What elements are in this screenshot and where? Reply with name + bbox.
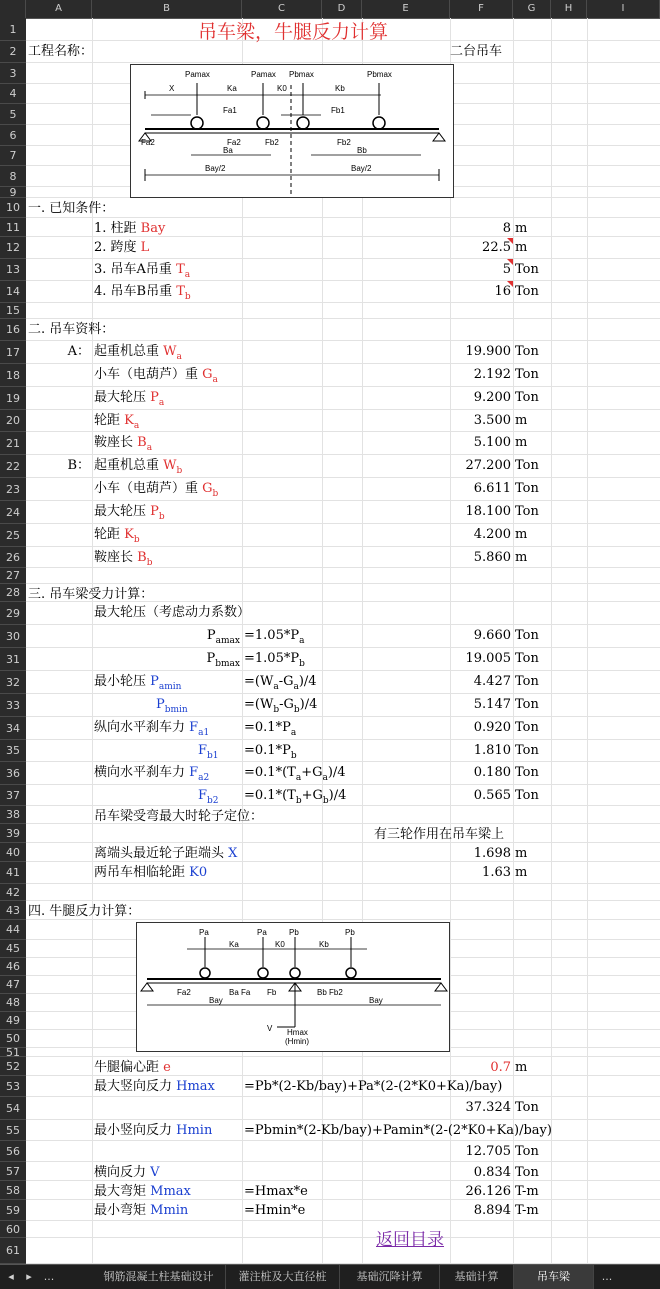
grid-row-line	[26, 386, 660, 387]
fb2-value[interactable]: 0.565	[473, 788, 511, 803]
row-header-cell[interactable]: 46	[0, 958, 26, 976]
span-label: 2. 跨度 L	[94, 240, 150, 255]
row-header-cell[interactable]: 18	[0, 364, 26, 387]
pbmax-label: $P_{bmax}$	[206, 651, 240, 669]
a2-unit: Ton	[515, 367, 539, 382]
row-header-cell[interactable]: 25	[0, 524, 26, 547]
grid-row-line	[26, 624, 660, 625]
row-header-cell[interactable]: 53	[0, 1076, 26, 1097]
k0-label: 两吊车相临轮距 K0	[94, 865, 208, 880]
pamax-label: $P_{amax}$	[206, 628, 240, 646]
row-header-cell[interactable]: 47	[0, 976, 26, 994]
hmax-value[interactable]: 37.324	[465, 1100, 511, 1115]
grid-row-line	[26, 583, 660, 584]
grid-row-line	[26, 716, 660, 717]
row-header-cell[interactable]: 7	[0, 146, 26, 166]
col-header-b[interactable]: B	[92, 0, 242, 18]
diag1-label-ba: Ba	[223, 146, 233, 155]
fa1-value[interactable]: 0.920	[473, 720, 511, 735]
fb2-formula: $=0.1*(T_b+G_b)/4$	[244, 788, 347, 806]
support-right-icon	[433, 133, 445, 141]
row-header-cell[interactable]: 39	[0, 824, 26, 843]
wheel-position-heading: 吊车梁受弯最大时轮子定位：	[94, 809, 264, 824]
b5-value[interactable]: 5.860	[473, 550, 511, 565]
three-wheels-note[interactable]: 有三轮作用在吊车梁上	[374, 827, 505, 842]
row-header-cell[interactable]: 27	[0, 568, 26, 584]
col-header-c[interactable]: C	[242, 0, 322, 18]
b5-label: 鞍座长 $B_b$	[94, 550, 153, 568]
row-header-cell[interactable]: 49	[0, 1012, 26, 1030]
row-header-cell[interactable]: 28	[0, 584, 26, 602]
grid-row-line	[26, 302, 660, 303]
cell-grid[interactable]	[26, 18, 660, 1264]
row-header-cell[interactable]: 42	[0, 884, 26, 901]
grid-row-line	[26, 739, 660, 740]
row-header-cell[interactable]: 40	[0, 843, 26, 862]
hmax-unit: Ton	[515, 1100, 539, 1115]
grid-row-line	[26, 883, 660, 884]
pbmax-value[interactable]: 19.005	[465, 651, 511, 666]
pamax-unit: Ton	[515, 628, 539, 643]
crane-b-load-value[interactable]: 16	[494, 284, 511, 299]
grid-row-line	[26, 1056, 660, 1057]
grid-row-line	[26, 1119, 660, 1120]
row-header-cell[interactable]: 55	[0, 1120, 26, 1141]
diag2-label-bb-fb2: Bb Fb2	[317, 988, 343, 997]
diag1-label-ka: Ka	[227, 84, 237, 93]
corbel-reaction-diagram	[136, 922, 450, 1052]
diag1-label-bay2-1: Bay/2	[205, 164, 226, 173]
row-header-cell[interactable]: 51	[0, 1048, 26, 1057]
b1-label: 起重机总重 $W_b$	[94, 458, 183, 476]
row-header-cell[interactable]: 45	[0, 940, 26, 958]
diag2-label-pa-2: Pa	[257, 928, 267, 937]
grid-row-line	[26, 258, 660, 259]
diag1-label-pamax-2: Pamax	[251, 70, 276, 79]
row-header-cell[interactable]: 24	[0, 501, 26, 524]
fb2-label: $F_{b2}$	[198, 788, 219, 806]
grid-row-line	[26, 363, 660, 364]
s4-heading: 四. 牛腿反力计算：	[28, 904, 141, 919]
crane-beam-diagram-svg	[131, 65, 453, 197]
row-header-cell[interactable]: 17	[0, 341, 26, 364]
crane-b-load-unit: Ton	[515, 284, 539, 299]
row-header-cell[interactable]: 31	[0, 648, 26, 671]
fb1-value[interactable]: 1.810	[473, 743, 511, 758]
col-header-g[interactable]: G	[513, 0, 551, 18]
s1-heading: 一. 已知条件：	[28, 201, 115, 216]
row-header-cell[interactable]: 3	[0, 63, 26, 84]
diag1-label-kb: Kb	[335, 84, 345, 93]
row-header-cell[interactable]: 52	[0, 1057, 26, 1076]
row-header-cell[interactable]: 11	[0, 218, 26, 237]
tab-next-icon[interactable]: ▸	[26, 1270, 32, 1283]
mmin-value[interactable]: 8.894	[473, 1203, 511, 1218]
b3-label: 最大轮压 $P_b$	[94, 504, 165, 522]
fb1-formula: $=0.1*P_b$	[244, 743, 297, 761]
mmin-formula: =Hmin*e	[244, 1203, 306, 1218]
diag2-label-k0: K0	[275, 940, 285, 949]
b2-unit: Ton	[515, 481, 539, 496]
k0-value[interactable]: 1.63	[482, 865, 511, 880]
row-header-cell[interactable]: 43	[0, 901, 26, 920]
tab-more-left[interactable]: ...	[43, 1270, 55, 1283]
diag1-label-pamax-1: Pamax	[185, 70, 210, 79]
max-wheel-load-heading: 最大轮压（考虑动力系数）	[94, 605, 251, 620]
tab-column-foundation[interactable]: 钢筋混凝土柱基础设计	[92, 1265, 226, 1289]
eccentricity-label: 牛腿偏心距 e	[94, 1060, 171, 1075]
row-header-cell[interactable]: 26	[0, 547, 26, 568]
pbmin-formula: $=(W_b-G_b)/4$	[244, 697, 318, 715]
grid-row-line	[26, 784, 660, 785]
row-header-cell[interactable]: 44	[0, 920, 26, 940]
fa1-label: 纵向水平刹车力 $F_{a1}$	[94, 720, 210, 738]
diag1-label-pbmax-2: Pbmax	[367, 70, 392, 79]
row-header-cell[interactable]: 32	[0, 671, 26, 694]
pamin-unit: Ton	[515, 674, 539, 689]
b4-unit: m	[515, 527, 528, 542]
row-header-cell[interactable]: 16	[0, 319, 26, 341]
row-header-cell[interactable]: 54	[0, 1097, 26, 1120]
bay-label: 1. 柱距 Bay	[94, 221, 166, 236]
row-header-cell[interactable]: 23	[0, 478, 26, 501]
select-all-corner[interactable]	[0, 0, 26, 18]
b4-label: 轮距 $K_b$	[94, 527, 140, 545]
pbmax-formula: $=1.05*P_b$	[244, 651, 305, 669]
grid-row-line	[26, 477, 660, 478]
grid-row-line	[26, 842, 660, 843]
grid-row-line	[26, 670, 660, 671]
a3-value[interactable]: 9.200	[473, 390, 511, 405]
diag1-label-bay2-2: Bay/2	[351, 164, 372, 173]
row-header-cell[interactable]: 5	[0, 104, 26, 125]
row-header-cell[interactable]: 30	[0, 625, 26, 648]
a2-value[interactable]: 2.192	[473, 367, 511, 382]
pamin-formula: $=(W_a-G_a)/4$	[244, 674, 317, 692]
grid-row-line	[26, 761, 660, 762]
row-header-cell[interactable]: 14	[0, 281, 26, 303]
row-header-cell[interactable]: 58	[0, 1181, 26, 1200]
col-header-d[interactable]: D	[322, 0, 362, 18]
x-unit: m	[515, 846, 528, 861]
row-header-cell[interactable]: 20	[0, 410, 26, 432]
bay-value[interactable]: 8	[502, 221, 511, 236]
mmax-value[interactable]: 26.126	[465, 1184, 511, 1199]
col-header-i[interactable]: I	[587, 0, 660, 18]
tab-more-right[interactable]: ...	[601, 1270, 613, 1283]
row-header-cell[interactable]: 15	[0, 303, 26, 319]
comment-marker-icon[interactable]	[507, 259, 513, 265]
v-unit: Ton	[515, 1165, 539, 1180]
eccentricity-value[interactable]: 0.7	[490, 1060, 511, 1075]
diag1-label-bb: Bb	[357, 146, 367, 155]
row-header-cell[interactable]: 21	[0, 432, 26, 455]
b1-value[interactable]: 27.200	[465, 458, 511, 473]
diag2-label-pb-1: Pb	[289, 928, 299, 937]
pbmin-label: $P_{bmin}$	[156, 697, 188, 715]
tab-crane-beam[interactable]: 吊车梁	[514, 1265, 594, 1289]
crane-a-load-unit: Ton	[515, 262, 539, 277]
grid-row-line	[26, 280, 660, 281]
grid-row-line	[26, 1161, 660, 1162]
tab-foundation-calc[interactable]: 基础计算	[440, 1265, 514, 1289]
b3-unit: Ton	[515, 504, 539, 519]
col-header-e[interactable]: E	[362, 0, 450, 18]
diag2-label-kb: Kb	[319, 940, 329, 949]
row-header-cell[interactable]: 36	[0, 762, 26, 785]
x-value[interactable]: 1.698	[473, 846, 511, 861]
comment-marker-icon[interactable]	[507, 281, 513, 287]
a1-label: 起重机总重 $W_a$	[94, 344, 182, 362]
crane-b-marker: B：	[67, 458, 90, 473]
diag2-label-ba-fa: Ba Fa	[229, 988, 251, 997]
a1-value[interactable]: 19.900	[465, 344, 511, 359]
grid-row-line	[26, 454, 660, 455]
a2-label: 小车（电葫芦）重 $G_a$	[94, 367, 218, 385]
diag1-label-fa1: Fa1	[223, 106, 237, 115]
hmin-value[interactable]: 12.705	[465, 1144, 511, 1159]
row-header-cell[interactable]: 41	[0, 862, 26, 884]
pamin-value[interactable]: 4.427	[473, 674, 511, 689]
crane-a-load-value[interactable]: 5	[502, 262, 511, 277]
col-header-h[interactable]: H	[551, 0, 587, 18]
grid-row-line	[26, 523, 660, 524]
bay-unit: m	[515, 221, 528, 236]
row-header-cell[interactable]: 19	[0, 387, 26, 410]
diag2-label-v: V	[267, 1024, 273, 1033]
support-right-icon	[435, 983, 447, 991]
a3-label: 最大轮压 $P_a$	[94, 390, 165, 408]
diag2-label-pa-1: Pa	[199, 928, 209, 937]
row-header-cell[interactable]: 38	[0, 806, 26, 824]
fa1-formula: $=0.1*P_a$	[244, 720, 297, 738]
sheet-title: 吊车梁，牛腿反力计算	[198, 21, 389, 43]
eccentricity-unit: m	[515, 1060, 528, 1075]
pamax-formula: $=1.05*P_a$	[244, 628, 305, 646]
a4-value[interactable]: 3.500	[473, 413, 511, 428]
mmax-formula: =Hmax*e	[244, 1184, 308, 1199]
hmin-unit: Ton	[515, 1144, 539, 1159]
row-header-cell[interactable]: 33	[0, 694, 26, 717]
a1-unit: Ton	[515, 344, 539, 359]
back-to-index-link[interactable]: 返回目录	[376, 1230, 444, 1250]
diag2-label-hmin: (Hmin)	[285, 1037, 309, 1046]
b1-unit: Ton	[515, 458, 539, 473]
diag2-label-hmax: Hmax	[287, 1028, 308, 1037]
row-header-cell[interactable]: 29	[0, 602, 26, 625]
col-header-f[interactable]: F	[450, 0, 513, 18]
pbmax-unit: Ton	[515, 651, 539, 666]
project-name-label: 工程名称：	[28, 44, 94, 59]
fa2-label: 横向水平刹车力 $F_{a2}$	[94, 765, 210, 783]
grid-row-line	[26, 62, 660, 63]
a4-label: 轮距 $K_a$	[94, 413, 140, 431]
hmax-formula: =Pb*(2-Kb/bay)+Pa*(2-(2*K0+Ka)/bay)	[244, 1079, 503, 1094]
a5-label: 鞍座长 $B_a$	[94, 435, 153, 453]
row-header-cell[interactable]: 8	[0, 166, 26, 187]
s3-heading: 三. 吊车梁受力计算：	[28, 587, 154, 602]
tab-bored-pile[interactable]: 灌注桩及大直径桩	[226, 1265, 340, 1289]
crane-b-load-label: 4. 吊车B吊重 $T_b$	[94, 284, 191, 302]
grid-row-line	[26, 647, 660, 648]
tab-first-icon[interactable]: ◂	[8, 1270, 14, 1283]
fa2-formula: $=0.1*(T_a+G_a)/4$	[244, 765, 346, 783]
grid-row-line	[26, 1237, 660, 1238]
diag1-label-fa2-2: Fa2	[227, 138, 241, 147]
a3-unit: Ton	[515, 390, 539, 405]
b2-label: 小车（电葫芦）重 $G_b$	[94, 481, 219, 499]
mmin-unit: T-m	[515, 1203, 539, 1218]
diag1-label-fb2-2: Fb2	[337, 138, 351, 147]
crane-a-marker: A：	[67, 344, 90, 359]
diag1-label-fb2-1: Fb2	[265, 138, 279, 147]
b2-value[interactable]: 6.611	[473, 481, 511, 496]
sheet-tab-bar	[0, 1264, 660, 1289]
fa1-unit: Ton	[515, 720, 539, 735]
pbmin-value[interactable]: 5.147	[473, 697, 511, 712]
diag2-label-fa2: Fa2	[177, 988, 191, 997]
row-header-cell[interactable]: 35	[0, 740, 26, 762]
a5-value[interactable]: 5.100	[473, 435, 511, 450]
fa2-unit: Ton	[515, 765, 539, 780]
fa2-value[interactable]: 0.180	[473, 765, 511, 780]
row-header-cell[interactable]: 61	[0, 1238, 26, 1264]
corbel-reaction-diagram-svg	[137, 923, 449, 1051]
a5-unit: m	[515, 435, 528, 450]
b4-value[interactable]: 4.200	[473, 527, 511, 542]
v-value[interactable]: 0.834	[473, 1165, 511, 1180]
tab-settlement[interactable]: 基础沉降计算	[340, 1265, 440, 1289]
row-header	[0, 18, 26, 1264]
grid-row-line	[26, 318, 660, 319]
row-header-cell[interactable]: 56	[0, 1141, 26, 1162]
row-header-cell[interactable]: 9	[0, 187, 26, 198]
row-header-cell[interactable]: 50	[0, 1030, 26, 1048]
support-left-icon	[141, 983, 153, 991]
a4-unit: m	[515, 413, 528, 428]
row-header-cell[interactable]: 22	[0, 455, 26, 478]
hmax-label: 最大竖向反力 Hmax	[94, 1079, 215, 1094]
row-header-cell[interactable]: 57	[0, 1162, 26, 1181]
mmin-label: 最小弯矩 Mmin	[94, 1203, 189, 1218]
grid-row-line	[26, 500, 660, 501]
b5-unit: m	[515, 550, 528, 565]
fb2-unit: Ton	[515, 788, 539, 803]
wheel-group	[191, 117, 385, 129]
fb1-unit: Ton	[515, 743, 539, 758]
row-header-cell[interactable]: 34	[0, 717, 26, 740]
diag1-label-pbmax-1: Pbmax	[289, 70, 314, 79]
row-header-cell[interactable]: 4	[0, 84, 26, 104]
row-header-cell[interactable]: 48	[0, 994, 26, 1012]
grid-row-line	[26, 409, 660, 410]
pbmin-unit: Ton	[515, 697, 539, 712]
project-name-value[interactable]: 二台吊车	[450, 44, 503, 59]
diag1-label-k0: K0	[277, 84, 287, 93]
s2-heading: 二. 吊车资料：	[28, 322, 115, 337]
grid-row-line	[26, 217, 660, 218]
row-header-cell[interactable]: 60	[0, 1221, 26, 1238]
row-header-cell[interactable]: 10	[0, 198, 26, 218]
column-header	[0, 0, 660, 19]
diag2-label-bay-1: Bay	[209, 996, 223, 1005]
col-header-a[interactable]: A	[26, 0, 92, 18]
diag1-label-fb1: Fb1	[331, 106, 345, 115]
mmax-label: 最大弯矩 Mmax	[94, 1184, 191, 1199]
diag1-label-x: X	[169, 84, 175, 93]
diag1-label-fa2-1: Fa2	[141, 138, 155, 147]
row-header-cell[interactable]: 37	[0, 785, 26, 806]
pamin-label: 最小轮压 $P_{amin}$	[94, 674, 182, 692]
row-header-cell[interactable]: 6	[0, 125, 26, 146]
diag2-label-bay-2: Bay	[369, 996, 383, 1005]
row-header-cell[interactable]: 12	[0, 237, 26, 259]
crane-beam-diagram	[130, 64, 454, 198]
row-header-cell[interactable]: 13	[0, 259, 26, 281]
grid-row-line	[26, 900, 660, 901]
mmax-unit: T-m	[515, 1184, 539, 1199]
diag2-label-fb: Fb	[267, 988, 277, 997]
b3-value[interactable]: 18.100	[465, 504, 511, 519]
diag2-label-ka: Ka	[229, 940, 239, 949]
pamax-value[interactable]: 9.660	[473, 628, 511, 643]
comment-marker-icon[interactable]	[507, 238, 513, 244]
grid-row-line	[26, 693, 660, 694]
row-header-cell[interactable]: 1	[0, 18, 26, 41]
grid-row-line	[26, 340, 660, 341]
row-header-cell[interactable]: 59	[0, 1200, 26, 1221]
fb1-label: $F_{b1}$	[198, 743, 219, 761]
crane-a-load-label: 3. 吊车A吊重 $T_a$	[94, 262, 191, 280]
hmin-formula: =Pbmin*(2-Kb/bay)+Pamin*(2-(2*K0+Ka)/bay)	[244, 1123, 552, 1138]
row-header-cell[interactable]: 2	[0, 41, 26, 63]
v-label: 横向反力 V	[94, 1165, 160, 1180]
k0-unit: m	[515, 865, 528, 880]
span-value[interactable]: 22.5	[482, 240, 511, 255]
hmin-label: 最小竖向反力 Hmin	[94, 1123, 213, 1138]
grid-row-line	[26, 546, 660, 547]
diag2-label-pb-2: Pb	[345, 928, 355, 937]
x-label: 离端头最近轮子距端头 X	[94, 846, 238, 861]
span-unit: m	[515, 240, 528, 255]
grid-row-line	[26, 431, 660, 432]
